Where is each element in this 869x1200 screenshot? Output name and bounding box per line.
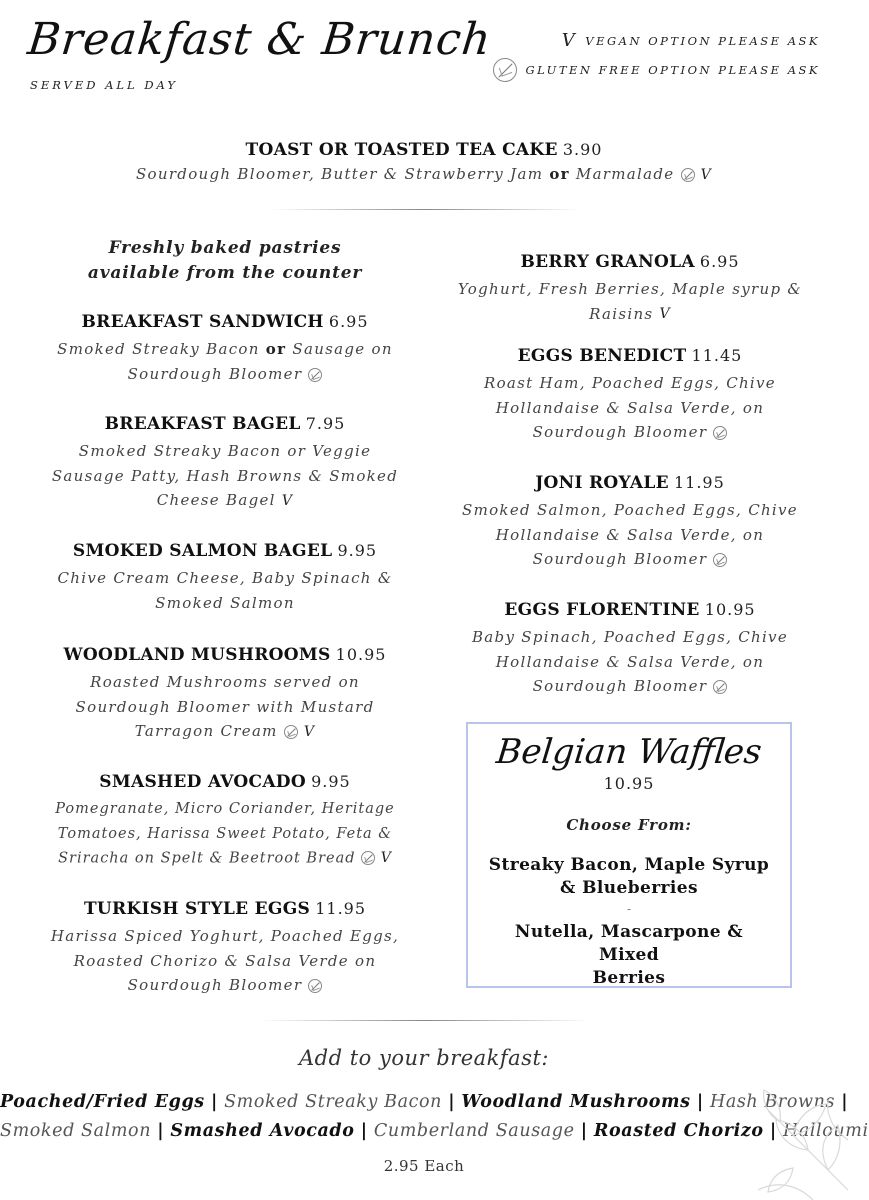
item-description: Sourdough Bloomer [127, 976, 303, 994]
item-name: WOODLAND MUSHROOMS [63, 645, 331, 665]
waffles-price: 10.95 [603, 774, 655, 793]
item-price: 10.95 [704, 600, 756, 619]
pastries-note [60, 236, 390, 286]
item-name: BREAKFAST BAGEL [104, 414, 301, 434]
item-description: Hollandaise & Salsa Verde, on [495, 652, 765, 671]
item-name: TURKISH STYLE EGGS [83, 899, 311, 919]
gluten-free-icon [308, 979, 322, 993]
item-name: BERRY GRANOLA [520, 252, 695, 272]
waffles-title: Belgian Waffles [494, 732, 764, 772]
gluten-free-icon [493, 58, 517, 82]
addon-item: Smoked Streaky Bacon [224, 1092, 443, 1112]
addons-title: Add to your breakfast: [299, 1046, 549, 1070]
item-price: 10.95 [335, 645, 387, 664]
item-name: SMOKED SALMON BAGEL [72, 541, 333, 561]
menu-item-joni-royale [450, 471, 810, 572]
item-name: EGGS BENEDICT [517, 346, 687, 366]
item-price: 11.95 [673, 473, 725, 492]
item-description: Cheese Bagel [156, 491, 276, 509]
divider [260, 1020, 590, 1021]
menu-item-eggs-florentine [450, 598, 810, 699]
item-description: Sourdough Bloomer with Mustard [75, 697, 375, 716]
addon-separator: | [841, 1092, 849, 1112]
menu-item-toast [0, 138, 848, 187]
menu-title: Breakfast & Brunch [25, 14, 494, 65]
addon-item: Woodland Mushrooms [461, 1092, 691, 1112]
item-description: Hollandaise & Salsa Verde, on [495, 398, 765, 417]
addon-separator: | [360, 1121, 368, 1141]
addon-separator: | [769, 1121, 777, 1141]
vegan-icon: V [380, 850, 392, 866]
menu-item-berry-granola [450, 250, 810, 327]
item-description: Sausage on [292, 340, 393, 358]
waffle-option-line: Berries [592, 968, 666, 988]
item-description-or: or [265, 340, 287, 358]
menu-item-eggs-benedict [450, 344, 810, 445]
menu-item-breakfast-sandwich [40, 310, 410, 386]
belgian-waffles-box [466, 722, 792, 988]
item-description: Smoked Salmon, Poached Eggs, Chive [462, 501, 798, 519]
item-description: Pomegranate, Micro Coriander, Heritage [55, 801, 395, 817]
addon-item: Cumberland Sausage [373, 1121, 575, 1141]
vegan-legend [562, 30, 820, 51]
waffle-option-1 [482, 854, 776, 900]
waffles-choose-label: Choose From: [566, 816, 692, 834]
item-name: SMASHED AVOCADO [99, 772, 306, 792]
gluten-free-legend-label: GLUTEN FREE OPTION PLEASE ASK [525, 63, 820, 77]
vegan-icon: V [659, 306, 671, 323]
menu-item-breakfast-bagel [40, 412, 410, 513]
addon-separator: | [210, 1092, 218, 1112]
item-description: Sourdough Bloomer [532, 677, 708, 695]
item-price: 9.95 [337, 541, 378, 560]
menu-item-woodland-mushrooms [40, 643, 410, 744]
item-description: Smoked Salmon [155, 593, 295, 612]
item-price: 6.95 [699, 252, 740, 271]
item-description: Roasted Mushrooms served on [90, 673, 360, 691]
item-description: Sourdough Bloomer, Butter & Strawberry Jam [135, 165, 544, 183]
item-name: JONI ROYALE [535, 473, 669, 493]
item-description: Sausage Patty, Hash Browns & Smoked [51, 466, 399, 485]
addon-separator: | [696, 1092, 704, 1112]
item-description: Chive Cream Cheese, Baby Spinach & [57, 569, 393, 587]
addon-item: Smoked Salmon [0, 1121, 152, 1141]
item-description: Tomatoes, Harissa Sweet Potato, Feta & [57, 825, 393, 842]
vegan-legend-label: VEGAN OPTION PLEASE ASK [585, 33, 820, 48]
item-description: Smoked Streaky Bacon [57, 340, 260, 358]
vegan-icon: V [700, 167, 713, 183]
menu-item-turkish-style-eggs [40, 897, 410, 998]
leaf-decoration-icon [698, 1040, 848, 1200]
addon-item: Roasted Chorizo [593, 1121, 764, 1141]
item-description: Yoghurt, Fresh Berries, Maple syrup & [457, 280, 803, 298]
item-price: 9.95 [311, 772, 351, 791]
item-description: Hollandaise & Salsa Verde, on [495, 525, 765, 544]
item-description: Sourdough Bloomer [127, 364, 303, 383]
served-all-day-subtitle: SERVED ALL DAY [30, 78, 178, 92]
addon-separator: | [580, 1121, 588, 1141]
waffle-option-separator: - [626, 902, 632, 916]
waffle-option-line: Nutella, Mascarpone & Mixed [514, 922, 744, 965]
menu-item-smoked-salmon-bagel [40, 539, 410, 615]
item-name: BREAKFAST SANDWICH [81, 312, 324, 332]
item-description: Baby Spinach, Poached Eggs, Chive [471, 628, 789, 646]
gluten-free-icon [713, 426, 727, 440]
addon-item: Smashed Avocado [170, 1121, 355, 1141]
gluten-free-icon [713, 680, 727, 694]
gluten-free-icon [308, 368, 322, 382]
waffle-option-line: Streaky Bacon, Maple Syrup [488, 855, 770, 875]
item-description: Smoked Streaky Bacon or Veggie [78, 442, 372, 460]
item-description: Sriracha on Spelt & Beetroot Bread [58, 850, 356, 867]
divider [270, 209, 580, 210]
waffle-option-line: & Blueberries [560, 878, 698, 898]
pastries-note-line: available from the counter [87, 263, 363, 283]
vegan-icon: V [281, 492, 294, 509]
pastries-note-line: Freshly baked pastries [108, 238, 342, 258]
item-description: Roast Ham, Poached Eggs, Chive [484, 374, 776, 392]
item-name: TOAST OR TOASTED TEA CAKE [245, 140, 558, 160]
item-price: 11.45 [691, 346, 743, 365]
waffle-option-2 [482, 921, 776, 990]
gluten-free-legend [493, 58, 820, 82]
item-description: Tarragon Cream [134, 722, 278, 740]
addons-price: 2.95 Each [383, 1157, 465, 1175]
gluten-free-icon [713, 553, 727, 567]
item-description: Roasted Chorizo & Salsa Verde on [73, 951, 377, 970]
item-price: 11.95 [315, 899, 367, 918]
gluten-free-icon [681, 168, 695, 182]
item-name: EGGS FLORENTINE [504, 600, 700, 620]
item-description: Harissa Spiced Yoghurt, Poached Eggs, [50, 927, 400, 945]
vegan-icon: V [561, 30, 578, 51]
item-description: Raisins [589, 304, 654, 323]
item-price: 3.90 [562, 140, 603, 159]
addon-separator: | [448, 1092, 456, 1112]
item-description-or: or [549, 165, 570, 183]
addon-separator: | [157, 1121, 165, 1141]
item-price: 6.95 [328, 312, 369, 331]
item-price: 7.95 [305, 414, 346, 433]
addon-item: Poached/Fried Eggs [0, 1092, 205, 1112]
addon-item: Hash Browns [709, 1092, 836, 1112]
gluten-free-icon [361, 851, 375, 865]
item-description: Marmalade [575, 165, 675, 183]
addon-item: Halloumi [782, 1121, 869, 1141]
item-description: Sourdough Bloomer [532, 550, 708, 568]
menu-item-smashed-avocado [40, 770, 410, 871]
item-description: Sourdough Bloomer [532, 423, 708, 441]
gluten-free-icon [284, 725, 298, 739]
vegan-icon: V [303, 723, 316, 740]
